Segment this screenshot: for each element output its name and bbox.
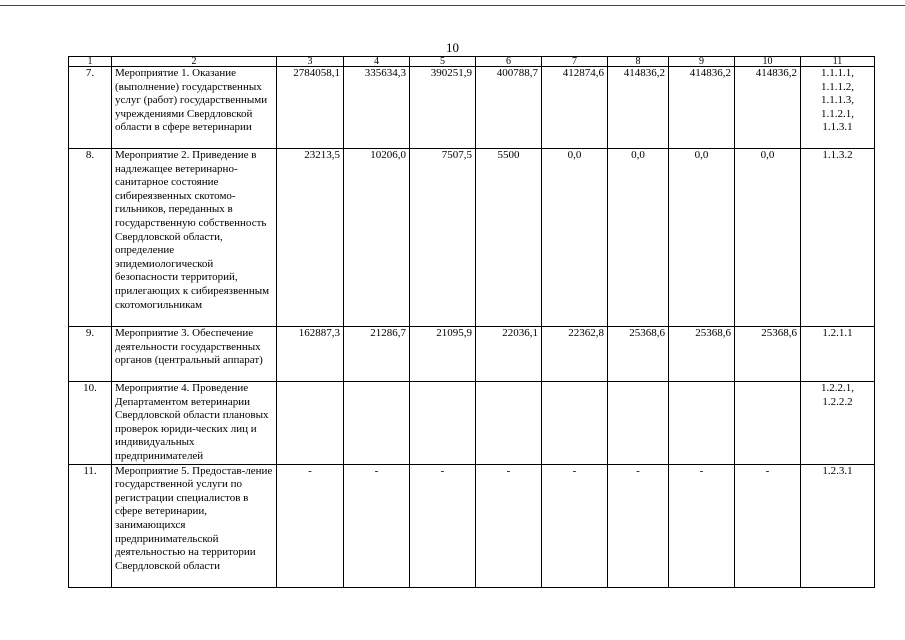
indicator-codes <box>801 464 875 587</box>
column-header: 3 <box>277 57 344 67</box>
row-number: 10. <box>69 382 112 465</box>
activity-name: Мероприятие 1. Оказание (выполнение) государственных услуг (работ) государственными учреждениями Свердловской области в сфере ветеринарии <box>112 67 277 149</box>
column-header: 10 <box>735 57 801 67</box>
row-number: 9. <box>69 327 112 382</box>
value-cell <box>476 382 542 465</box>
table-row <box>69 464 875 587</box>
row-number: 11. <box>69 464 112 587</box>
indicator-code: 1.1.1.1, <box>821 67 854 79</box>
activity-name: Мероприятие 2. Приведение в надлежащее ветеринарно-санитарное состояние сибиреязвенных скотомо-гильников, переданных в государственную собственность Свердловской области, определение эпидемиологической безопасности территорий, прилегающих к сибиреязвенным скотомогильникам <box>112 149 277 327</box>
table-row <box>69 67 875 149</box>
table-row <box>69 149 875 327</box>
value-cell: 162887,3 <box>277 327 344 382</box>
value-cell <box>608 382 669 465</box>
indicator-code: 1.1.3.2 <box>822 149 853 161</box>
value-cell: 414836,2 <box>608 67 669 149</box>
value-cell: - <box>669 464 735 587</box>
value-cell: - <box>476 464 542 587</box>
column-header: 4 <box>344 57 410 67</box>
value-cell <box>735 382 801 465</box>
value-cell: 22036,1 <box>476 327 542 382</box>
indicator-code: 1.2.1.1 <box>822 327 853 339</box>
column-header: 11 <box>801 57 875 67</box>
indicator-code: 1.2.2.2 <box>822 395 853 408</box>
value-cell: 414836,2 <box>669 67 735 149</box>
program-table <box>68 56 875 588</box>
value-cell: 0,0 <box>608 149 669 327</box>
value-cell: 2784058,1 <box>277 67 344 149</box>
value-cell <box>344 382 410 465</box>
column-header: 9 <box>669 57 735 67</box>
value-cell: 5500 <box>476 149 542 327</box>
value-cell: 21286,7 <box>344 327 410 382</box>
column-number-row <box>69 57 875 67</box>
value-cell: - <box>277 464 344 587</box>
indicator-codes <box>801 67 875 149</box>
table-row <box>69 382 875 465</box>
value-cell: 7507,5 <box>410 149 476 327</box>
value-cell <box>410 382 476 465</box>
value-cell: 335634,3 <box>344 67 410 149</box>
value-cell: 400788,7 <box>476 67 542 149</box>
activity-name: Мероприятие 5. Предостав-ление государственной услуги по регистрации специалистов в сфере ветеринарии, занимающихся предпринимательской деятельностью на территории Свердловской области <box>112 464 277 587</box>
indicator-code: 1.1.3.1 <box>822 121 853 134</box>
top-rule <box>0 5 905 6</box>
value-cell: 390251,9 <box>410 67 476 149</box>
page-number: 10 <box>446 40 459 55</box>
indicator-codes <box>801 382 875 465</box>
column-header: 7 <box>542 57 608 67</box>
value-cell: 10206,0 <box>344 149 410 327</box>
value-cell: 0,0 <box>669 149 735 327</box>
value-cell: 0,0 <box>542 149 608 327</box>
row-number: 8. <box>69 149 112 327</box>
value-cell: 23213,5 <box>277 149 344 327</box>
column-header: 2 <box>112 57 277 67</box>
column-header: 1 <box>69 57 112 67</box>
indicator-code: 1.1.1.3, <box>821 94 854 107</box>
value-cell: - <box>542 464 608 587</box>
value-cell: - <box>410 464 476 587</box>
indicator-code: 1.1.1.2, <box>821 80 854 93</box>
indicator-codes <box>801 149 875 327</box>
value-cell <box>277 382 344 465</box>
indicator-code: 1.2.2.1, <box>821 382 854 394</box>
value-cell: 0,0 <box>735 149 801 327</box>
column-header: 6 <box>476 57 542 67</box>
value-cell: - <box>735 464 801 587</box>
value-cell: 25368,6 <box>608 327 669 382</box>
table-row <box>69 327 875 382</box>
indicator-code: 1.2.3.1 <box>822 464 853 477</box>
activity-name: Мероприятие 3. Обеспечение деятельности государственных органов (центральный аппарат) <box>112 327 277 382</box>
value-cell: 412874,6 <box>542 67 608 149</box>
value-cell: 21095,9 <box>410 327 476 382</box>
value-cell: 414836,2 <box>735 67 801 149</box>
value-cell <box>542 382 608 465</box>
row-number: 7. <box>69 67 112 149</box>
column-header: 5 <box>410 57 476 67</box>
value-cell: 22362,8 <box>542 327 608 382</box>
value-cell: - <box>608 464 669 587</box>
value-cell: 25368,6 <box>735 327 801 382</box>
value-cell: - <box>344 464 410 587</box>
value-cell: 25368,6 <box>669 327 735 382</box>
column-header: 8 <box>608 57 669 67</box>
indicator-code: 1.1.2.1, <box>821 107 854 120</box>
value-cell <box>669 382 735 465</box>
activity-name: Мероприятие 4. Проведение Департаментом ветеринарии Свердловской области плановых проверок юриди-ческих лиц и индивидуальных предпринимателей <box>112 382 277 465</box>
indicator-codes <box>801 327 875 382</box>
